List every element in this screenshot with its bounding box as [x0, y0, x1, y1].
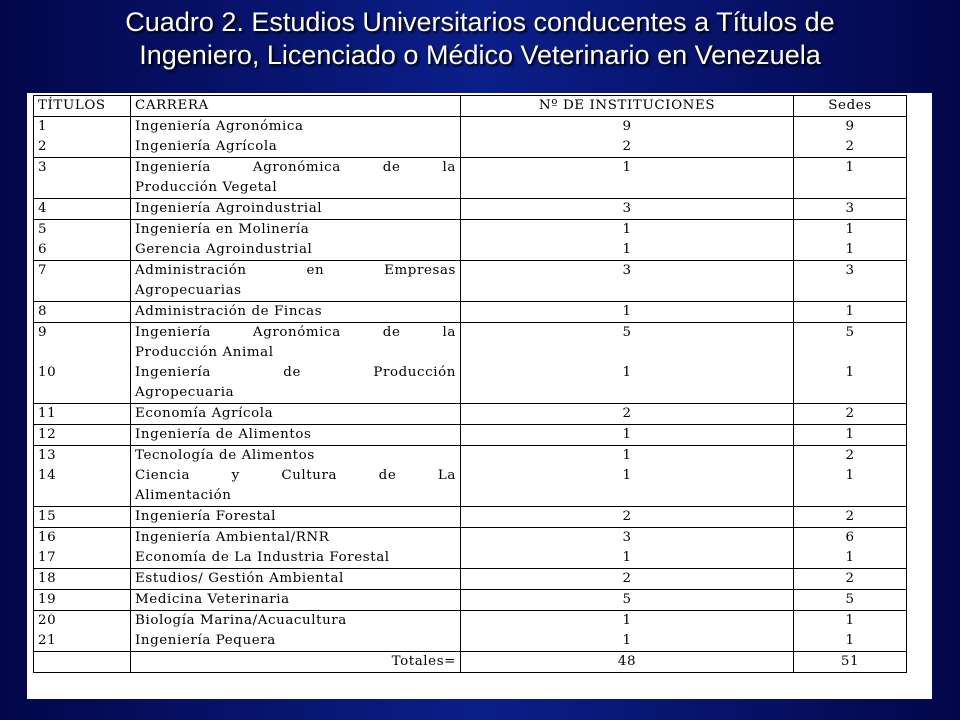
table-row	[34, 158, 907, 199]
sedes-value: 6	[845, 530, 855, 545]
instituciones-value: 3	[622, 263, 632, 278]
sedes-cell: 2	[794, 507, 907, 528]
titulo-num: 10	[38, 365, 57, 380]
carrera-name: Ingeniería Ambiental/RNR	[135, 530, 330, 545]
carrera-name-line-1: Ingeniería de Producción	[135, 365, 456, 380]
instituciones-cell	[461, 611, 794, 652]
titulo-num: 2	[38, 139, 48, 154]
totals-row	[34, 652, 907, 673]
sedes-cell	[794, 323, 907, 404]
sedes-cell: 3	[794, 199, 907, 220]
header-instituciones: Nº DE INSTITUCIONES	[461, 96, 794, 117]
instituciones-value: 1	[622, 550, 632, 565]
titulo-cell	[34, 528, 131, 569]
slide-title-line-2: Ingeniero, Licenciado o Médico Veterinario en Venezuela	[139, 40, 821, 70]
instituciones-cell: 1	[461, 302, 794, 323]
carrera-cell	[131, 611, 461, 652]
sedes-cell	[794, 446, 907, 507]
instituciones-cell: 2	[461, 404, 794, 425]
carrera-name-line-2: Agropecuaria	[135, 385, 235, 400]
titulo-num: 16	[38, 530, 57, 545]
instituciones-value: 5	[622, 325, 632, 340]
careers-table	[33, 95, 907, 673]
instituciones-cell: 2	[461, 507, 794, 528]
instituciones-value: 1	[622, 242, 632, 257]
instituciones-cell: 2	[461, 569, 794, 590]
instituciones-value: 2	[622, 139, 632, 154]
carrera-name: Ingeniería en Molinería	[135, 222, 310, 237]
instituciones-cell	[461, 117, 794, 158]
titulo-num: 14	[38, 468, 57, 483]
totals-instituciones: 48	[461, 652, 794, 673]
carrera-cell	[131, 158, 461, 199]
carrera-cell	[131, 446, 461, 507]
header-carrera: CARRERA	[131, 96, 461, 117]
instituciones-cell	[461, 528, 794, 569]
instituciones-cell	[461, 446, 794, 507]
instituciones-value: 1	[622, 222, 632, 237]
carrera-cell: Economía Agrícola	[131, 404, 461, 425]
sedes-value: 1	[845, 550, 855, 565]
sedes-value: 2	[845, 448, 855, 463]
sedes-cell	[794, 528, 907, 569]
carrera-name: Ingeniería Pequera	[135, 633, 276, 648]
table-row	[34, 425, 907, 446]
titulo-cell	[34, 611, 131, 652]
carrera-cell: Estudios/ Gestión Ambiental	[131, 569, 461, 590]
sedes-value: 2	[845, 139, 855, 154]
sedes-value: 3	[845, 263, 855, 278]
instituciones-value: 9	[622, 119, 632, 134]
carrera-cell	[131, 323, 461, 404]
instituciones-cell: 5	[461, 590, 794, 611]
titulo-num: 17	[38, 550, 57, 565]
instituciones-value: 1	[622, 448, 632, 463]
table-row	[34, 507, 907, 528]
carrera-cell: Administración de Fincas	[131, 302, 461, 323]
sedes-value: 1	[845, 222, 855, 237]
instituciones-value: 1	[622, 468, 632, 483]
instituciones-value: 1	[622, 365, 632, 380]
table-sheet	[27, 93, 932, 699]
carrera-name: Ingeniería Agrícola	[135, 139, 278, 154]
titulo-cell: 8	[34, 302, 131, 323]
instituciones-cell	[461, 323, 794, 404]
table-row	[34, 590, 907, 611]
carrera-name: Biología Marina/Acuacultura	[135, 613, 347, 628]
instituciones-value: 1	[622, 160, 632, 175]
header-titulos: TÍTULOS	[34, 96, 131, 117]
titulo-num: 5	[38, 222, 48, 237]
titulo-num: 9	[38, 325, 48, 340]
table-row	[34, 446, 907, 507]
titulo-cell: 4	[34, 199, 131, 220]
totals-label: Totales=	[131, 652, 461, 673]
instituciones-cell: 3	[461, 199, 794, 220]
slide-title	[0, 6, 960, 72]
instituciones-cell	[461, 158, 794, 199]
carrera-cell: Ingeniería Agroindustrial	[131, 199, 461, 220]
totals-empty-cell	[34, 652, 131, 673]
instituciones-cell	[461, 220, 794, 261]
titulo-num: 7	[38, 263, 48, 278]
titulo-num: 21	[38, 633, 57, 648]
titulo-cell: 11	[34, 404, 131, 425]
totals-sedes: 51	[794, 652, 907, 673]
sedes-cell: 5	[794, 590, 907, 611]
table-row	[34, 611, 907, 652]
carrera-cell: Medicina Veterinaria	[131, 590, 461, 611]
sedes-cell	[794, 117, 907, 158]
carrera-cell	[131, 117, 461, 158]
table-row	[34, 220, 907, 261]
table-row	[34, 117, 907, 158]
titulo-cell	[34, 446, 131, 507]
header-sedes: Sedes	[794, 96, 907, 117]
sedes-cell	[794, 611, 907, 652]
carrera-name: Gerencia Agroindustrial	[135, 242, 313, 257]
sedes-value: 1	[845, 468, 855, 483]
sedes-value: 9	[845, 119, 855, 134]
carrera-name: Ingeniería Agronómica	[135, 119, 304, 134]
titulo-cell	[34, 158, 131, 199]
sedes-cell: 2	[794, 404, 907, 425]
sedes-cell	[794, 220, 907, 261]
titulo-num: 20	[38, 613, 57, 628]
sedes-value: 1	[845, 160, 855, 175]
carrera-name: Tecnología de Alimentos	[135, 448, 315, 463]
carrera-name-line-1: Ingeniería Agronómica de la	[135, 160, 456, 175]
carrera-name-line-1: Administración en Empresas	[135, 263, 456, 278]
carrera-name-line-1: Ingeniería Agronómica de la	[135, 325, 456, 340]
carrera-name-line-2: Producción Animal	[135, 345, 274, 360]
sedes-value: 1	[845, 242, 855, 257]
carrera-cell	[131, 220, 461, 261]
titulo-cell: 18	[34, 569, 131, 590]
table-row	[34, 404, 907, 425]
sedes-value: 1	[845, 613, 855, 628]
carrera-name: Economía de La Industria Forestal	[135, 550, 390, 565]
instituciones-value: 1	[622, 613, 632, 628]
carrera-name-line-2: Alimentación	[135, 488, 232, 503]
titulo-cell	[34, 117, 131, 158]
titulo-cell	[34, 220, 131, 261]
sedes-cell	[794, 158, 907, 199]
table-row	[34, 528, 907, 569]
carrera-name-line-1: Ciencia y Cultura de La	[135, 468, 456, 483]
titulo-cell: 19	[34, 590, 131, 611]
instituciones-cell: 1	[461, 425, 794, 446]
titulo-num: 6	[38, 242, 48, 257]
titulo-cell: 15	[34, 507, 131, 528]
sedes-cell: 2	[794, 569, 907, 590]
sedes-cell	[794, 261, 907, 302]
sedes-value: 1	[845, 633, 855, 648]
sedes-value: 5	[845, 325, 855, 340]
table-row	[34, 261, 907, 302]
carrera-name-line-2: Producción Vegetal	[135, 180, 278, 195]
sedes-cell: 1	[794, 302, 907, 323]
titulo-num: 1	[38, 119, 48, 134]
titulo-num: 13	[38, 448, 57, 463]
instituciones-cell	[461, 261, 794, 302]
carrera-name-line-2: Agropecuarias	[135, 283, 242, 298]
table-row	[34, 199, 907, 220]
table-row	[34, 569, 907, 590]
carrera-cell: Ingeniería de Alimentos	[131, 425, 461, 446]
instituciones-value: 3	[622, 530, 632, 545]
table-row	[34, 323, 907, 404]
sedes-cell: 1	[794, 425, 907, 446]
sedes-value: 1	[845, 365, 855, 380]
table-row	[34, 302, 907, 323]
titulo-cell	[34, 323, 131, 404]
slide-title-line-1: Cuadro 2. Estudios Universitarios conducentes a Títulos de	[125, 7, 835, 37]
carrera-cell	[131, 261, 461, 302]
instituciones-value: 1	[622, 633, 632, 648]
titulo-cell	[34, 261, 131, 302]
titulo-num: 3	[38, 160, 48, 175]
table-header-row	[34, 96, 907, 117]
carrera-cell	[131, 528, 461, 569]
titulo-cell: 12	[34, 425, 131, 446]
carrera-cell: Ingeniería Forestal	[131, 507, 461, 528]
